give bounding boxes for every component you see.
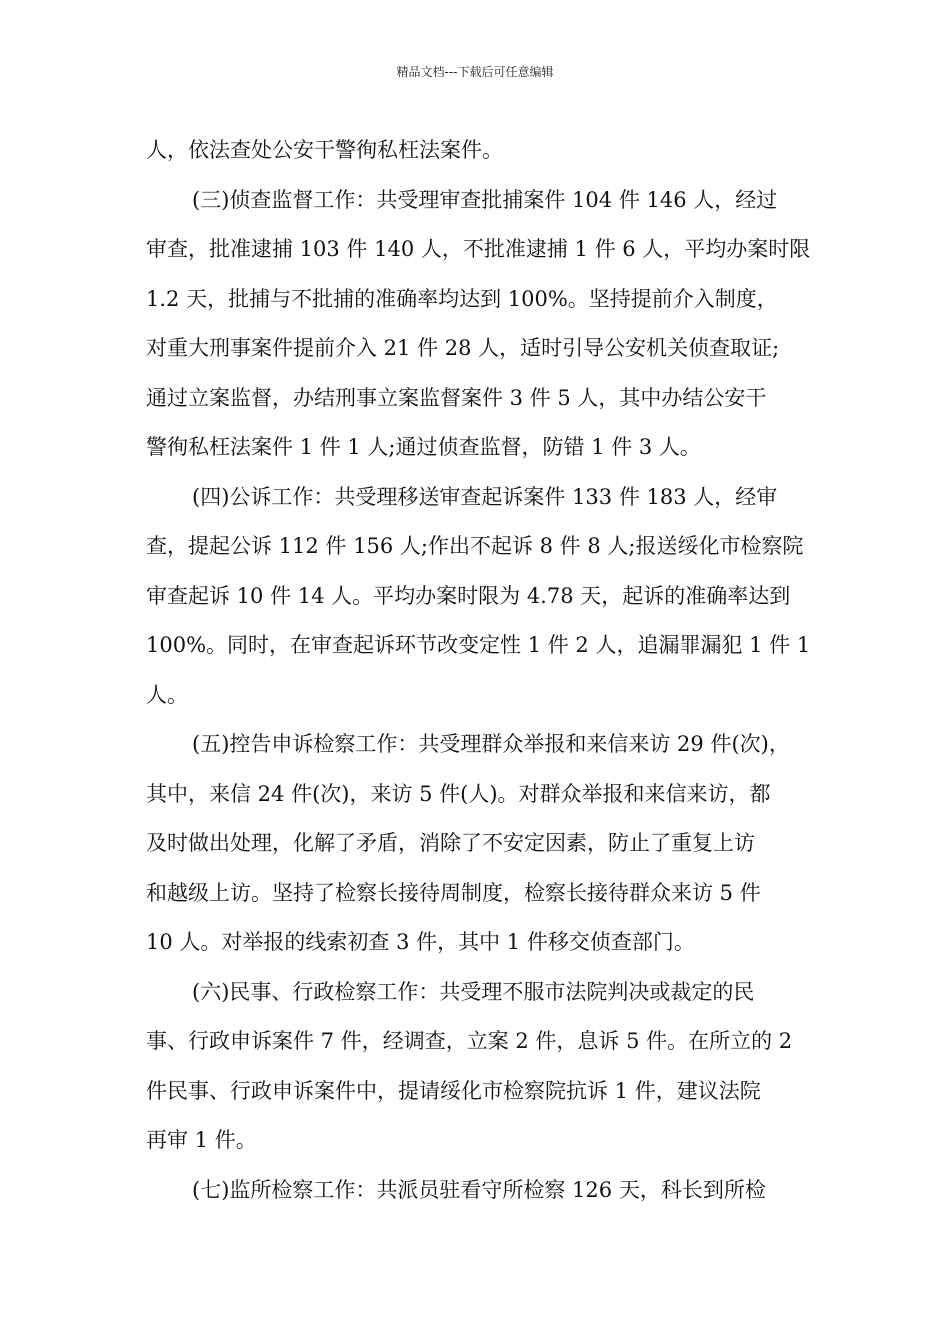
text-line: 警徇私枉法案件 1 件 1 人;通过侦查监督，防错 1 件 3 人。: [146, 435, 701, 459]
text-line: 人，依法查处公安干警徇私枉法案件。: [146, 138, 503, 162]
text-line: (六)民事、行政检察工作：共受理不服市法院判决或裁定的民: [192, 979, 755, 1004]
document-body: [146, 126, 810, 1215]
text-line: 件民事、行政申诉案件中，提请绥化市检察院抗诉 1 件，建议法院: [146, 1078, 761, 1103]
text-line: (三)侦查监督工作：共受理审查批捕案件 104 件 146 人，经过: [192, 187, 778, 212]
text-line: 和越级上访。坚持了检察长接待周制度，检察长接待群众来访 5 件: [146, 880, 761, 905]
text-line: 审查起诉 10 件 14 人。平均办案时限为 4.78 天，起诉的准确率达到: [146, 583, 791, 608]
text-line: 1.2 天，批捕与不批捕的准确率均达到 100%。坚持提前介入制度，: [146, 286, 778, 311]
text-line: (五)控告申诉检察工作：共受理群众举报和来信来访 29 件(次)，: [192, 732, 790, 756]
text-line: 及时做出处理，化解了矛盾，消除了不安定因素，防止了重复上访: [146, 831, 755, 855]
text-line: 100%。同时，在审查起诉环节改变定性 1 件 2 人，追漏罪漏犯 1 件 1: [146, 633, 811, 657]
text-line: 其中，来信 24 件(次)，来访 5 件(人)。对群众举报和来信来访，都: [146, 781, 771, 806]
text-line: (四)公诉工作：共受理移送审查起诉案件 133 件 183 人，经审: [192, 484, 778, 509]
text-line: 对重大刑事案件提前介入 21 件 28 人，适时引导公安机关侦查取证;: [146, 336, 780, 360]
text-line: 审查，批准逮捕 103 件 140 人，不批准逮捕 1 件 6 人，平均办案时限: [146, 237, 811, 261]
text-line: 通过立案监督，办结刑事立案监督案件 3 件 5 人，其中办结公安干: [146, 385, 767, 410]
text-line: 10 人。对举报的线索初查 3 件，其中 1 件移交侦查部门。: [146, 930, 695, 954]
page-header: 精品文档---下载后可任意编辑: [396, 65, 554, 79]
text-line: 事、行政申诉案件 7 件，经调查，立案 2 件，息诉 5 件。在所立的 2: [146, 1029, 793, 1053]
text-line: 查，提起公诉 112 件 156 人;作出不起诉 8 件 8 人;报送绥化市检察院: [146, 534, 804, 558]
text-line: (七)监所检察工作：共派员驻看守所检察 126 天，科长到所检: [192, 1177, 766, 1202]
text-line: 再审 1 件。: [146, 1128, 257, 1152]
text-line: 人。: [146, 682, 188, 707]
